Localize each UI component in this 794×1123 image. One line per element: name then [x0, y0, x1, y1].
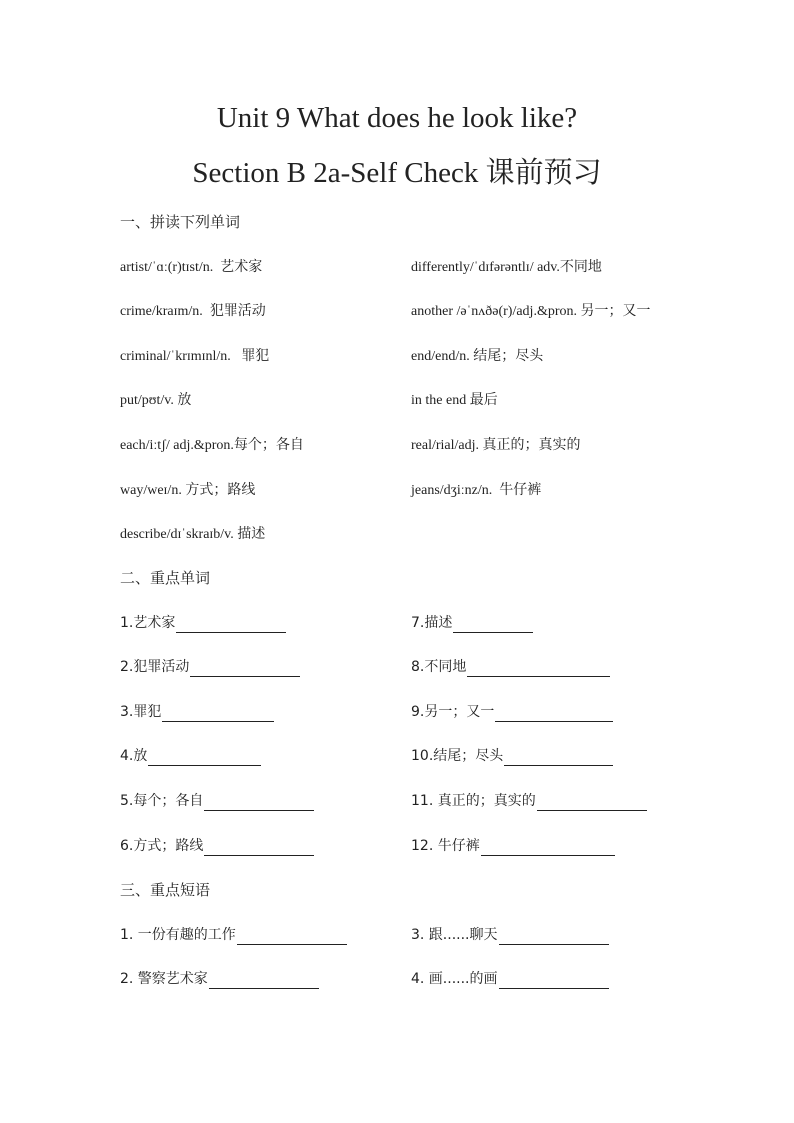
fill-in-item: 2.犯罪活动 — [120, 657, 300, 677]
answer-blank[interactable] — [481, 839, 615, 856]
vocab-item: another /əˈnʌðə(r)/adj.&pron. 另一；又一 — [411, 303, 651, 319]
vocab-item: artist/ˈɑː(r)tɪst/n. 艺术家 — [120, 259, 263, 275]
answer-blank[interactable] — [467, 660, 610, 677]
page-subtitle: Section B 2a-Self Check 课前预习 — [192, 157, 602, 189]
vocab-item: way/weɪ/n. 方式；路线 — [120, 482, 256, 498]
fill-in-item: 3. 跟......聊天 — [411, 925, 609, 945]
answer-blank[interactable] — [237, 928, 347, 945]
answer-blank[interactable] — [537, 794, 647, 811]
answer-blank[interactable] — [499, 972, 609, 989]
fill-in-item: 7.描述 — [411, 613, 533, 633]
vocab-item: differently/ˈdɪfərəntlɪ/ adv.不同地 — [411, 259, 602, 275]
answer-blank[interactable] — [495, 705, 613, 722]
section-heading-2: 二、重点单词 — [120, 569, 211, 587]
answer-blank[interactable] — [162, 705, 274, 722]
vocab-item: each/iːtʃ/ adj.&pron.每个；各自 — [120, 437, 304, 453]
fill-in-item: 10.结尾；尽头 — [411, 746, 613, 766]
vocab-item: put/pʊt/v. 放 — [120, 392, 192, 408]
fill-in-item: 2. 警察艺术家 — [120, 969, 319, 989]
answer-blank[interactable] — [453, 616, 533, 633]
vocab-item: in the end 最后 — [411, 392, 498, 408]
fill-in-item: 3.罪犯 — [120, 702, 274, 722]
section-heading-1: 一、拼读下列单词 — [120, 213, 241, 231]
fill-in-item: 8.不同地 — [411, 657, 610, 677]
page-title: Unit 9 What does he look like? — [216, 102, 578, 134]
answer-blank[interactable] — [204, 839, 314, 856]
section-heading-3: 三、重点短语 — [120, 881, 211, 899]
vocab-item: crime/kraɪm/n. 犯罪活动 — [120, 303, 266, 319]
fill-in-item: 4.放 — [120, 746, 261, 766]
answer-blank[interactable] — [148, 749, 261, 766]
answer-blank[interactable] — [209, 972, 319, 989]
vocab-item: real/rial/adj. 真正的；真实的 — [411, 437, 581, 453]
vocab-item: criminal/ˈkrɪmɪnl/n. 罪犯 — [120, 348, 270, 364]
fill-in-item: 12. 牛仔裤 — [411, 836, 615, 856]
fill-in-item: 5.每个；各自 — [120, 791, 314, 811]
answer-blank[interactable] — [204, 794, 314, 811]
vocab-item: end/end/n. 结尾；尽头 — [411, 348, 544, 364]
answer-blank[interactable] — [499, 928, 609, 945]
vocab-item: describe/dɪˈskraɪb/v. 描述 — [120, 526, 266, 542]
fill-in-item: 6.方式；路线 — [120, 836, 314, 856]
vocab-item: jeans/dʒiːnz/n. 牛仔裤 — [411, 482, 542, 498]
fill-in-item: 1.艺术家 — [120, 613, 286, 633]
fill-in-item: 1. 一份有趣的工作 — [120, 925, 347, 945]
fill-in-item: 11. 真正的；真实的 — [411, 791, 647, 811]
answer-blank[interactable] — [176, 616, 286, 633]
answer-blank[interactable] — [190, 660, 300, 677]
answer-blank[interactable] — [504, 749, 613, 766]
fill-in-item: 9.另一；又一 — [411, 702, 613, 722]
fill-in-item: 4. 画......的画 — [411, 969, 609, 989]
